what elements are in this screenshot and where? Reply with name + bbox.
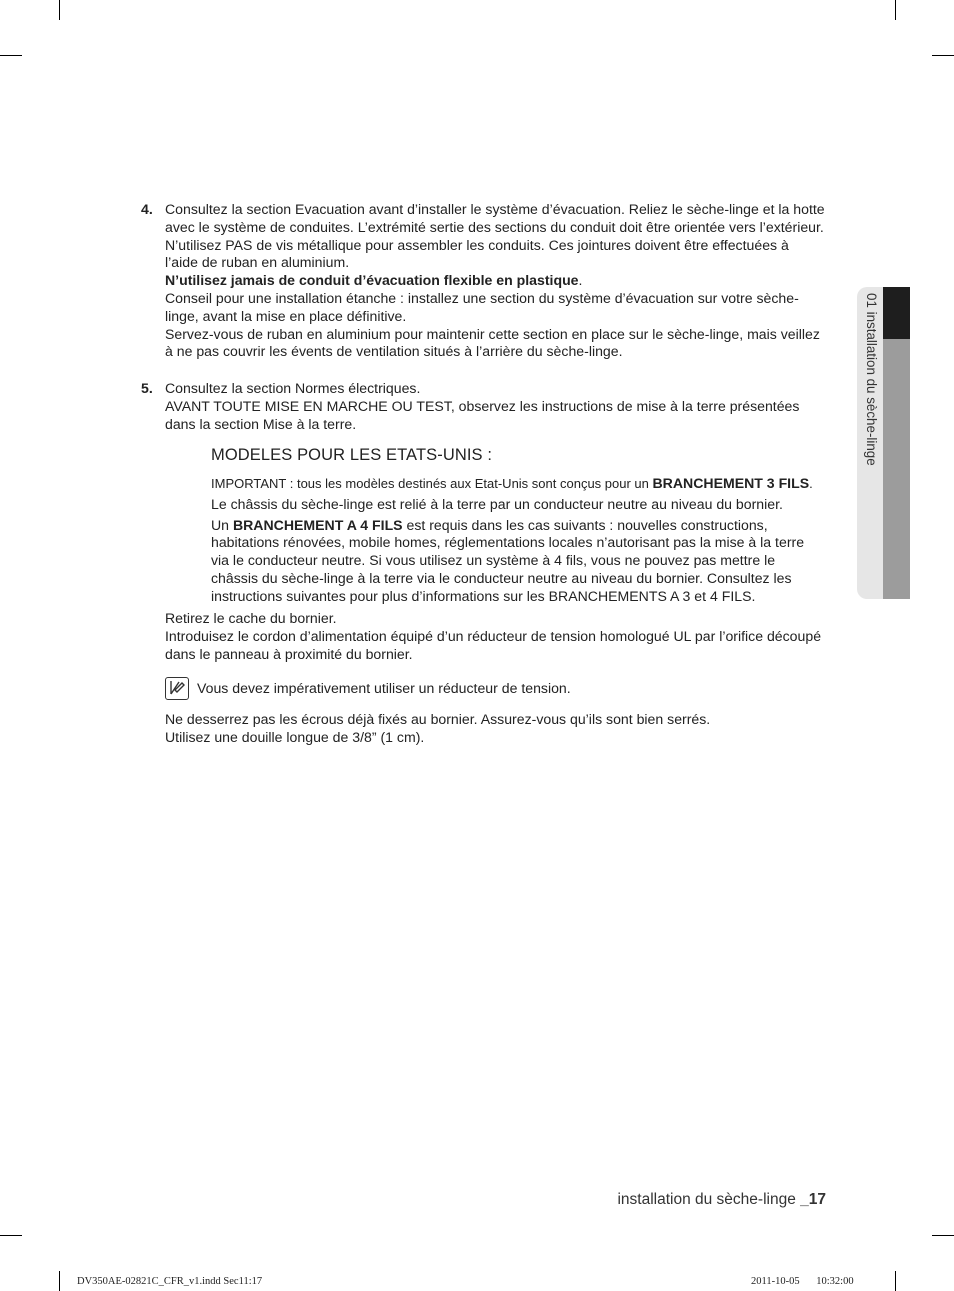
crop-mark	[59, 0, 60, 20]
step-4-body	[165, 201, 825, 361]
note-text: Vous devez impérativement utiliser un réducteur de tension.	[197, 680, 571, 696]
after-body	[165, 610, 825, 663]
us-models-body	[211, 475, 823, 609]
warning-end: .	[578, 272, 583, 289]
important-line	[211, 475, 823, 493]
tab-marker-dark	[883, 287, 910, 339]
step-4-paragraph: N’utilisez PAS de vis métallique pour assembler les conduits. Ces jointures doivent être effectuées à l’aide de ruban en aluminium.	[165, 236, 789, 271]
us-models-paragraph: Le châssis du sèche-linge est relié à la terre par un conducteur neutre au niveau du bornier.	[211, 495, 783, 512]
us-models-paragraph	[211, 517, 823, 606]
chapter-label-text: 01 installation du sèche-linge	[864, 293, 879, 466]
step-5-body	[165, 380, 825, 433]
final-paragraph: Ne desserrez pas les écrous déjà fixés au bornier. Assurez-vous qu’ils sont bien serrés.	[165, 711, 711, 727]
page-footer	[617, 1191, 826, 1209]
crop-mark	[0, 55, 22, 56]
important-label: IMPORTANT	[211, 476, 287, 491]
step-5-paragraph: Consultez la section Normes électriques.	[165, 380, 421, 396]
chapter-label	[864, 293, 882, 593]
final-paragraph: Utilisez une douille longue de 3/8” (1 cm).	[165, 728, 425, 745]
branch4-label: BRANCHEMENT A 4 FILS	[232, 516, 403, 533]
step-4-paragraph: Conseil pour une installation étanche : installez une section du système d’évacuation sur votre sèche-linge, avant la mise en place définitive.	[165, 289, 799, 324]
crop-mark	[0, 1235, 22, 1236]
print-datetime	[751, 1276, 854, 1287]
page-number: _17	[800, 1191, 826, 1208]
important-text: : tous les modèles destinés aux Etat-Unis sont conçus pour un	[286, 476, 653, 491]
crop-mark	[932, 55, 954, 56]
crop-mark	[895, 1271, 896, 1291]
note-pencil-icon	[165, 677, 189, 700]
crop-mark	[895, 0, 896, 20]
print-time: 10:32:00	[816, 1276, 854, 1287]
step-5-paragraph: AVANT TOUTE MISE EN MARCHE OU TEST, observez les instructions de mise à la terre présentées dans la section Mise à la terre.	[165, 397, 800, 432]
crop-mark	[932, 1235, 954, 1236]
chapter-side-tab	[857, 287, 910, 599]
branch3-end: .	[809, 476, 813, 491]
final-body	[165, 711, 825, 747]
branch3-label: BRANCHEMENT 3 FILS	[652, 475, 810, 491]
step-4-number: 4.	[141, 201, 153, 217]
after-paragraph: Retirez le cache du bornier.	[165, 610, 337, 626]
step-5-number: 5.	[141, 380, 153, 396]
line3-rest: est requis dans les cas suivants : nouvelles constructions, habitations rénovées, mobile homes, réglementations locales n’autorisant pas la mise à la terre via le conducteur neutre. Si vous utilisez un système à 4 fils, vous ne pouvez pas mettre le châssis du sèche-linge à la terre via le conducteur neutre au niveau du bornier. Consultez les instructions suivantes pour plus d’informations sur les BRANCHEMENTS A 3 et 4 FILS.	[211, 516, 805, 604]
line3-start: Un	[211, 516, 233, 533]
print-date: 2011-10-05	[751, 1276, 800, 1287]
after-paragraph: Introduisez le cordon d’alimentation équipé d’un réducteur de tension homologué UL par l’orifice découpé dans le panneau à proximité du bornier.	[165, 627, 822, 662]
crop-mark	[59, 1271, 60, 1291]
footer-section: installation du sèche-linge	[617, 1191, 801, 1208]
warning-text: N’utilisez jamais de conduit d’évacuation flexible en plastique	[165, 272, 579, 289]
print-file-info: DV350AE-02821C_CFR_v1.indd Sec11:17	[77, 1276, 263, 1287]
tab-marker-grey	[883, 339, 910, 599]
step-4-paragraph: Servez-vous de ruban en aluminium pour maintenir cette section en place sur le sèche-linge, mais veillez à ne pas couvrir les évents de ventilation situés à l’arrière du sèche-linge.	[165, 325, 820, 360]
step-4-warning	[165, 272, 825, 290]
us-models-heading: MODELES POUR LES ETATS-UNIS :	[211, 446, 493, 464]
step-4-paragraph: Consultez la section Evacuation avant d’installer le système d’évacuation. Reliez le sèche-linge et la hotte avec le système de conduites. L’extrémité sertie des sections du conduit doit être orientée vers l’extérieur.	[165, 201, 825, 235]
